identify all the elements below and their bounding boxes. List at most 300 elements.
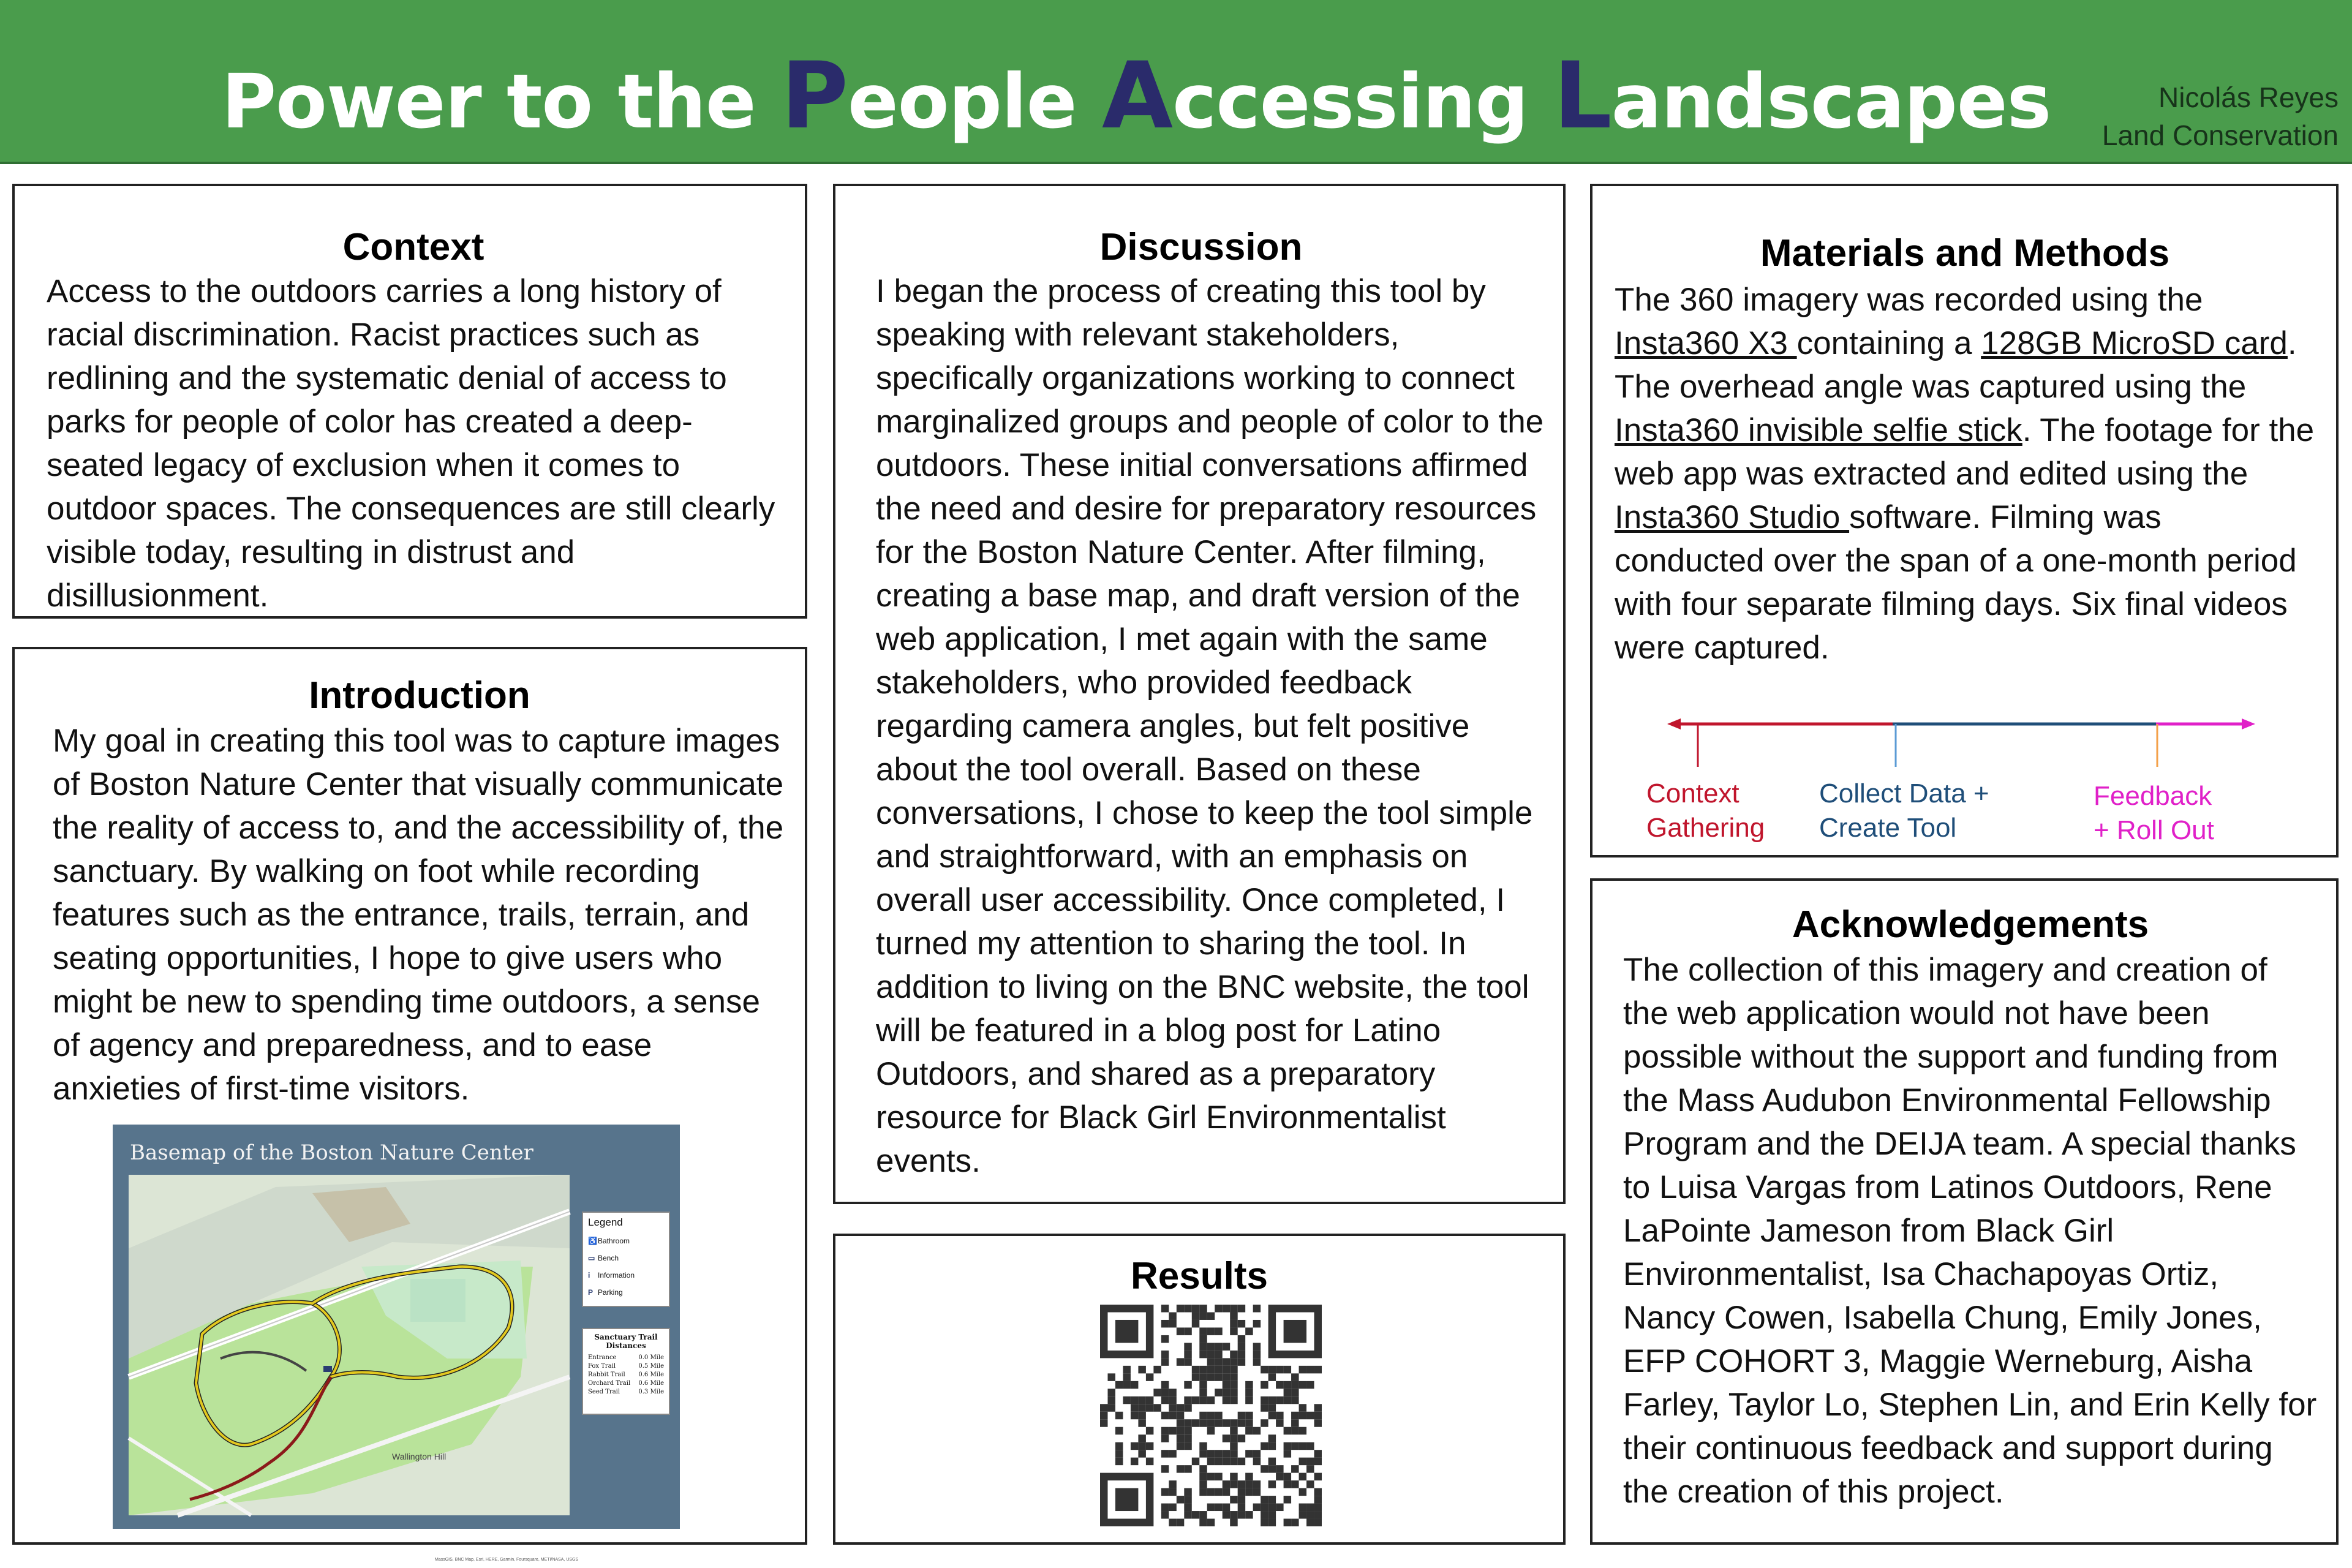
qr-module [1192,1320,1199,1327]
qr-module [1207,1450,1215,1457]
qr-module [1131,1442,1138,1450]
distance-row [588,1388,664,1396]
qr-module [1199,1343,1207,1350]
qr-module [1284,1396,1291,1404]
qr-module [1276,1465,1283,1472]
distances-title: Sanctuary Trail Distances [594,1333,658,1350]
qr-module [1230,1419,1237,1427]
trail-distance: 0.3 Mile [638,1389,664,1395]
qr-module [1268,1396,1276,1404]
qr-module [1207,1343,1215,1350]
methods-text: The 360 imagery was recorded using the [1615,282,2203,318]
qr-module [1245,1396,1253,1404]
qr-module [1215,1458,1222,1465]
qr-module [1192,1396,1199,1404]
selfie-stick-link[interactable]: Insta360 invisible selfie stick [1615,412,2022,448]
qr-module [1238,1488,1245,1496]
qr-module [1131,1404,1138,1411]
qr-module [1223,1458,1230,1465]
results-heading: Results [1131,1255,1268,1297]
qr-module [1215,1358,1222,1365]
legend-item-bench [588,1250,664,1267]
qr-module [1284,1519,1291,1526]
qr-module [1223,1389,1230,1396]
qr-module [1299,1381,1306,1389]
methods-text: . The footage for the web app was extracted and edited using the [1615,412,2315,492]
qr-module [1268,1504,1276,1511]
qr-module [1284,1427,1291,1434]
qr-module [1207,1366,1215,1373]
qr-module [1169,1396,1176,1404]
qr-module [1284,1381,1291,1389]
methods-body [1615,278,2315,669]
insta360-studio-link[interactable]: Insta360 Studio [1615,499,1850,535]
qr-module [1169,1480,1176,1488]
legend-title: Legend [588,1216,623,1228]
qr-module [1169,1519,1176,1526]
qr-module [1207,1504,1215,1511]
qr-module [1238,1343,1245,1350]
qr-module [1199,1519,1207,1526]
qr-module [1207,1358,1215,1365]
qr-module [1115,1320,1138,1343]
qr-module [1161,1335,1169,1343]
qr-module [1245,1511,1253,1518]
qr-module [1153,1389,1161,1396]
qr-module [1146,1442,1153,1450]
qr-module [1230,1366,1237,1373]
legend-label: Information [598,1271,635,1280]
qr-module [1161,1488,1169,1496]
qr-module [1161,1305,1169,1312]
qr-module [1123,1373,1130,1381]
qr-module [1306,1465,1314,1472]
title-letter-p: P [781,43,848,149]
qr-module [1268,1458,1276,1465]
microsd-card-link[interactable]: 128GB MicroSD card [1981,325,2288,361]
qr-module [1215,1412,1222,1419]
qr-module [1314,1496,1322,1503]
qr-module [1284,1450,1291,1457]
trail-name: Fox Trail [588,1363,616,1370]
qr-module [1177,1404,1184,1411]
qr-module [1245,1419,1253,1427]
acknowledgements-body: The collection of this imagery and creation of the web application would not have been possible without the support and funding from the Mass Audubon Environmental Fellowship Program and the DEIJA team. A special thanks to Luisa Vargas from Latinos Outdoors, Rene LaPointe Jameson from Black Girl Environmentalist, Isa Chachapoyas Ortiz, Nancy Cowen, Isabella Chung, Emily Jones, EFP COHORT 3, Maggie Werneburg, Aisha Farley, Taylor Lo, Stephen Lin, and Erin Kelly for their continuous feedback and support during the creation of this project. [1623,952,2317,1510]
qr-module [1230,1473,1237,1480]
qr-module [1146,1458,1153,1465]
results-qr-code[interactable] [1100,1305,1322,1526]
qr-module [1169,1427,1176,1434]
qr-module [1184,1351,1191,1358]
qr-module [1115,1450,1123,1457]
qr-module [1238,1419,1245,1427]
legend-item-parking [588,1284,664,1301]
qr-module [1146,1396,1153,1404]
qr-module [1199,1327,1207,1335]
qr-module [1199,1312,1207,1319]
timeline-label-line: + Roll Out [2094,815,2214,845]
qr-module [1199,1396,1207,1404]
qr-module [1184,1327,1191,1335]
qr-module [1253,1343,1261,1350]
author-department: Land Conservation [2101,119,2339,151]
trail-distance: 0.5 Mile [638,1363,664,1370]
basemap-figure [113,1125,680,1562]
title-text-1: Power to the [221,58,782,145]
qr-module [1291,1396,1298,1404]
qr-module [1314,1511,1322,1518]
qr-module [1177,1419,1184,1427]
qr-module [1215,1488,1222,1496]
map-place-label: Wallington Hill [392,1452,447,1461]
qr-module [1207,1396,1215,1404]
qr-module [1314,1366,1322,1373]
introduction-heading: Introduction [309,674,530,717]
qr-module [1199,1412,1207,1419]
timeline-label-collect [1819,777,1989,845]
qr-module [1261,1396,1268,1404]
qr-module [1230,1320,1237,1327]
trail-name: Seed Trail [588,1389,620,1395]
timeline-label-line: Gathering [1646,813,1765,843]
qr-module [1284,1366,1291,1373]
qr-module [1107,1404,1115,1411]
qr-module [1199,1305,1207,1312]
bench-icon: ▭ [588,1254,595,1262]
qr-module [1184,1343,1191,1350]
trail-distances [582,1328,670,1415]
qr-module [1276,1396,1283,1404]
qr-module [1199,1488,1207,1496]
qr-module [1253,1351,1261,1358]
qr-module [1138,1434,1145,1442]
qr-module [1268,1373,1276,1381]
qr-module [1238,1480,1245,1488]
qr-module [1268,1496,1276,1503]
qr-module [1253,1458,1261,1465]
trail-name: Rabbit Trail [588,1371,625,1378]
qr-module [1177,1358,1184,1365]
qr-module [1230,1389,1237,1396]
qr-module [1215,1327,1222,1335]
methods-text: containing a [1796,325,1981,361]
qr-module [1138,1450,1145,1457]
qr-module [1192,1366,1199,1373]
qr-module [1161,1389,1169,1396]
distance-row [588,1379,664,1388]
qr-module [1223,1373,1230,1381]
qr-module [1161,1381,1169,1389]
qr-module [1230,1427,1237,1434]
qr-module [1238,1320,1245,1327]
qr-module [1253,1427,1261,1434]
qr-module [1284,1320,1306,1343]
qr-module [1230,1458,1237,1465]
qr-module [1314,1473,1322,1480]
qr-module [1314,1458,1322,1465]
qr-module [1215,1305,1222,1312]
qr-module [1115,1458,1123,1465]
poster-title [0,43,2272,149]
qr-module [1138,1366,1145,1373]
title-text-2: eople [848,58,1102,145]
qr-module [1138,1412,1145,1419]
qr-module [1238,1458,1245,1465]
map-title: Basemap of the Boston Nature Center [130,1140,533,1165]
qr-module [1207,1519,1215,1526]
acknowledgements-section [1590,878,2339,1545]
qr-module [1223,1504,1230,1511]
qr-module [1314,1504,1322,1511]
qr-module [1284,1473,1291,1480]
qr-module [1169,1312,1176,1319]
qr-module [1177,1327,1184,1335]
map-image [129,1175,579,1562]
qr-module [1314,1488,1322,1496]
qr-module [1177,1305,1184,1312]
qr-module [1207,1373,1215,1381]
qr-module [1153,1404,1161,1411]
qr-module [1146,1373,1153,1381]
qr-module [1253,1488,1261,1496]
qr-module [1245,1327,1253,1335]
qr-module [1306,1381,1314,1389]
qr-module [1230,1305,1237,1312]
qr-module [1184,1496,1191,1503]
qr-module [1223,1511,1230,1518]
qr-module [1245,1480,1253,1488]
qr-module [1238,1358,1245,1365]
qr-module [1261,1381,1268,1389]
qr-module [1299,1473,1306,1480]
methods-heading: Materials and Methods [1760,232,2170,274]
qr-module [1253,1305,1261,1312]
qr-module [1314,1412,1322,1419]
qr-module [1276,1473,1283,1480]
discussion-heading: Discussion [1099,226,1303,268]
qr-module [1223,1396,1230,1404]
qr-module [1314,1450,1322,1457]
qr-module [1161,1434,1169,1442]
qr-module [1100,1412,1107,1419]
qr-module [1230,1381,1237,1389]
qr-module [1161,1504,1169,1511]
distance-row [588,1354,664,1362]
qr-module [1268,1442,1276,1450]
qr-module [1299,1412,1306,1419]
qr-module [1314,1419,1322,1427]
qr-module [1161,1427,1169,1434]
qr-module [1146,1404,1153,1411]
timeline-arrow-left [1667,718,1681,729]
qr-module [1115,1427,1123,1434]
discussion-section [833,184,1566,1204]
map-credit: MassGIS, BNC Map, Esri, HERE, Garmin, Foursquare, METI/NASA, USGS [435,1558,579,1562]
qr-module [1215,1419,1222,1427]
qr-module [1184,1427,1191,1434]
qr-module [1184,1504,1191,1511]
qr-module [1268,1480,1276,1488]
qr-module [1169,1488,1176,1496]
qr-module [1131,1381,1138,1389]
qr-module [1169,1412,1176,1419]
qr-module [1314,1519,1322,1526]
qr-module [1184,1419,1191,1427]
qr-module [1177,1496,1184,1503]
qr-module [1138,1396,1145,1404]
qr-module [1284,1496,1291,1503]
qr-module [1291,1381,1298,1389]
trail-distance: 0.6 Mile [638,1371,664,1378]
qr-module [1268,1465,1276,1472]
qr-module [1215,1504,1222,1511]
qr-module [1261,1419,1268,1427]
qr-module [1238,1496,1245,1503]
qr-module [1284,1389,1291,1396]
qr-module [1131,1458,1138,1465]
qr-module [1199,1465,1207,1472]
timeline-label-line: Collect Data + [1819,778,1989,809]
qr-module [1230,1396,1237,1404]
qr-module [1223,1419,1230,1427]
qr-module [1123,1366,1130,1373]
qr-module [1291,1480,1298,1488]
qr-module [1299,1442,1306,1450]
qr-module [1138,1442,1145,1450]
qr-module [1230,1351,1237,1358]
qr-module [1299,1404,1306,1411]
qr-module [1245,1412,1253,1419]
trail-name: Orchard Trail [588,1380,631,1387]
qr-module [1215,1343,1222,1350]
qr-module [1253,1320,1261,1327]
qr-module [1207,1473,1215,1480]
qr-module [1184,1465,1191,1472]
qr-module [1261,1511,1268,1518]
qr-module [1215,1366,1222,1373]
qr-module [1238,1434,1245,1442]
qr-module [1184,1442,1191,1450]
qr-module [1238,1351,1245,1358]
qr-module [1268,1366,1276,1373]
qr-module [1207,1327,1215,1335]
qr-module [1299,1511,1306,1518]
distance-row [588,1362,664,1371]
qr-module [1230,1450,1237,1457]
qr-module [1261,1442,1268,1450]
qr-module [1284,1480,1291,1488]
qr-module [1245,1473,1253,1480]
qr-module [1199,1511,1207,1518]
map-drawing [129,1175,570,1515]
qr-module [1184,1358,1191,1365]
qr-module [1184,1305,1191,1312]
parking-icon: P [588,1288,594,1297]
qr-module [1199,1442,1207,1450]
qr-module [1306,1504,1314,1511]
insta360-x3-link[interactable]: Insta360 X3 [1615,325,1797,361]
qr-module [1199,1366,1207,1373]
qr-module [1291,1419,1298,1427]
qr-module [1268,1519,1276,1526]
qr-module [1299,1458,1306,1465]
qr-module [1115,1412,1123,1419]
qr-module [1169,1389,1176,1396]
qr-module [1238,1335,1245,1343]
qr-module [1238,1305,1245,1312]
qr-module [1223,1434,1230,1442]
qr-module [1161,1450,1169,1457]
qr-module [1230,1519,1237,1526]
qr-module [1276,1504,1283,1511]
qr-module [1215,1473,1222,1480]
qr-module [1253,1358,1261,1365]
qr-module [1291,1465,1298,1472]
qr-module [1177,1412,1184,1419]
qr-module [1161,1396,1169,1404]
qr-module [1184,1381,1191,1389]
qr-module [1123,1381,1130,1389]
qr-module [1230,1480,1237,1488]
qr-module [1299,1488,1306,1496]
qr-module [1223,1381,1230,1389]
qr-module [1230,1327,1237,1335]
qr-module [1192,1458,1199,1465]
qr-module [1207,1312,1215,1319]
legend-label: Parking [598,1288,623,1297]
trail-distance: 0.6 Mile [638,1380,664,1387]
qr-module [1192,1373,1199,1381]
qr-module [1261,1504,1268,1511]
qr-module [1299,1427,1306,1434]
qr-module [1245,1450,1253,1457]
qr-module [1215,1389,1222,1396]
poster-header [0,0,2352,164]
qr-module [1177,1434,1184,1442]
qr-module [1161,1351,1169,1358]
timeline-label-feedback [2094,779,2214,848]
qr-module [1306,1366,1314,1373]
qr-module [1223,1366,1230,1373]
qr-module [1245,1389,1253,1396]
map-legend [582,1212,670,1307]
qr-module [1291,1412,1298,1419]
qr-module [1184,1404,1191,1411]
qr-module [1230,1511,1237,1518]
qr-module [1169,1450,1176,1457]
timeline-arrow-right [2242,718,2255,729]
qr-module [1291,1519,1298,1526]
qr-module [1276,1419,1283,1427]
qr-module [1177,1427,1184,1434]
qr-module [1199,1419,1207,1427]
discussion-body: I began the process of creating this tool by speaking with relevant stakeholders, specifically organizations working to connect marginalized groups and people of color to the outdoors. These initial conversations affirmed the need and desire for preparatory resources for the Boston Nature Center. After filming, creating a base map, and draft version of the web application, I met again with the same stakeholders, who provided feedback regarding camera angles, but felt positive about the tool overall. Based on these conversations, I chose to keep the tool simple and straightforward, with an emphasis on overall user accessibility. Once completed, I turned my attention to sharing the tool. In addition to living on the BNC website, the tool will be featured in a blog post for Latino Outdoors, and shared as a preparatory resource for Black Girl Environmentalist events. [876,273,1544,1179]
qr-module [1207,1458,1215,1465]
trail-name: Entrance [588,1354,617,1361]
qr-module [1107,1396,1115,1404]
legend-label: Bathroom [598,1237,630,1245]
qr-module [1291,1389,1298,1396]
author-block [2102,78,2339,154]
qr-module [1276,1381,1283,1389]
qr-module [1268,1434,1276,1442]
legend-label: Bench [598,1254,619,1262]
qr-module [1245,1381,1253,1389]
qr-module [1123,1396,1130,1404]
qr-module [1223,1305,1230,1312]
timeline-label-line: Feedback [2094,781,2212,811]
qr-module [1306,1412,1314,1419]
